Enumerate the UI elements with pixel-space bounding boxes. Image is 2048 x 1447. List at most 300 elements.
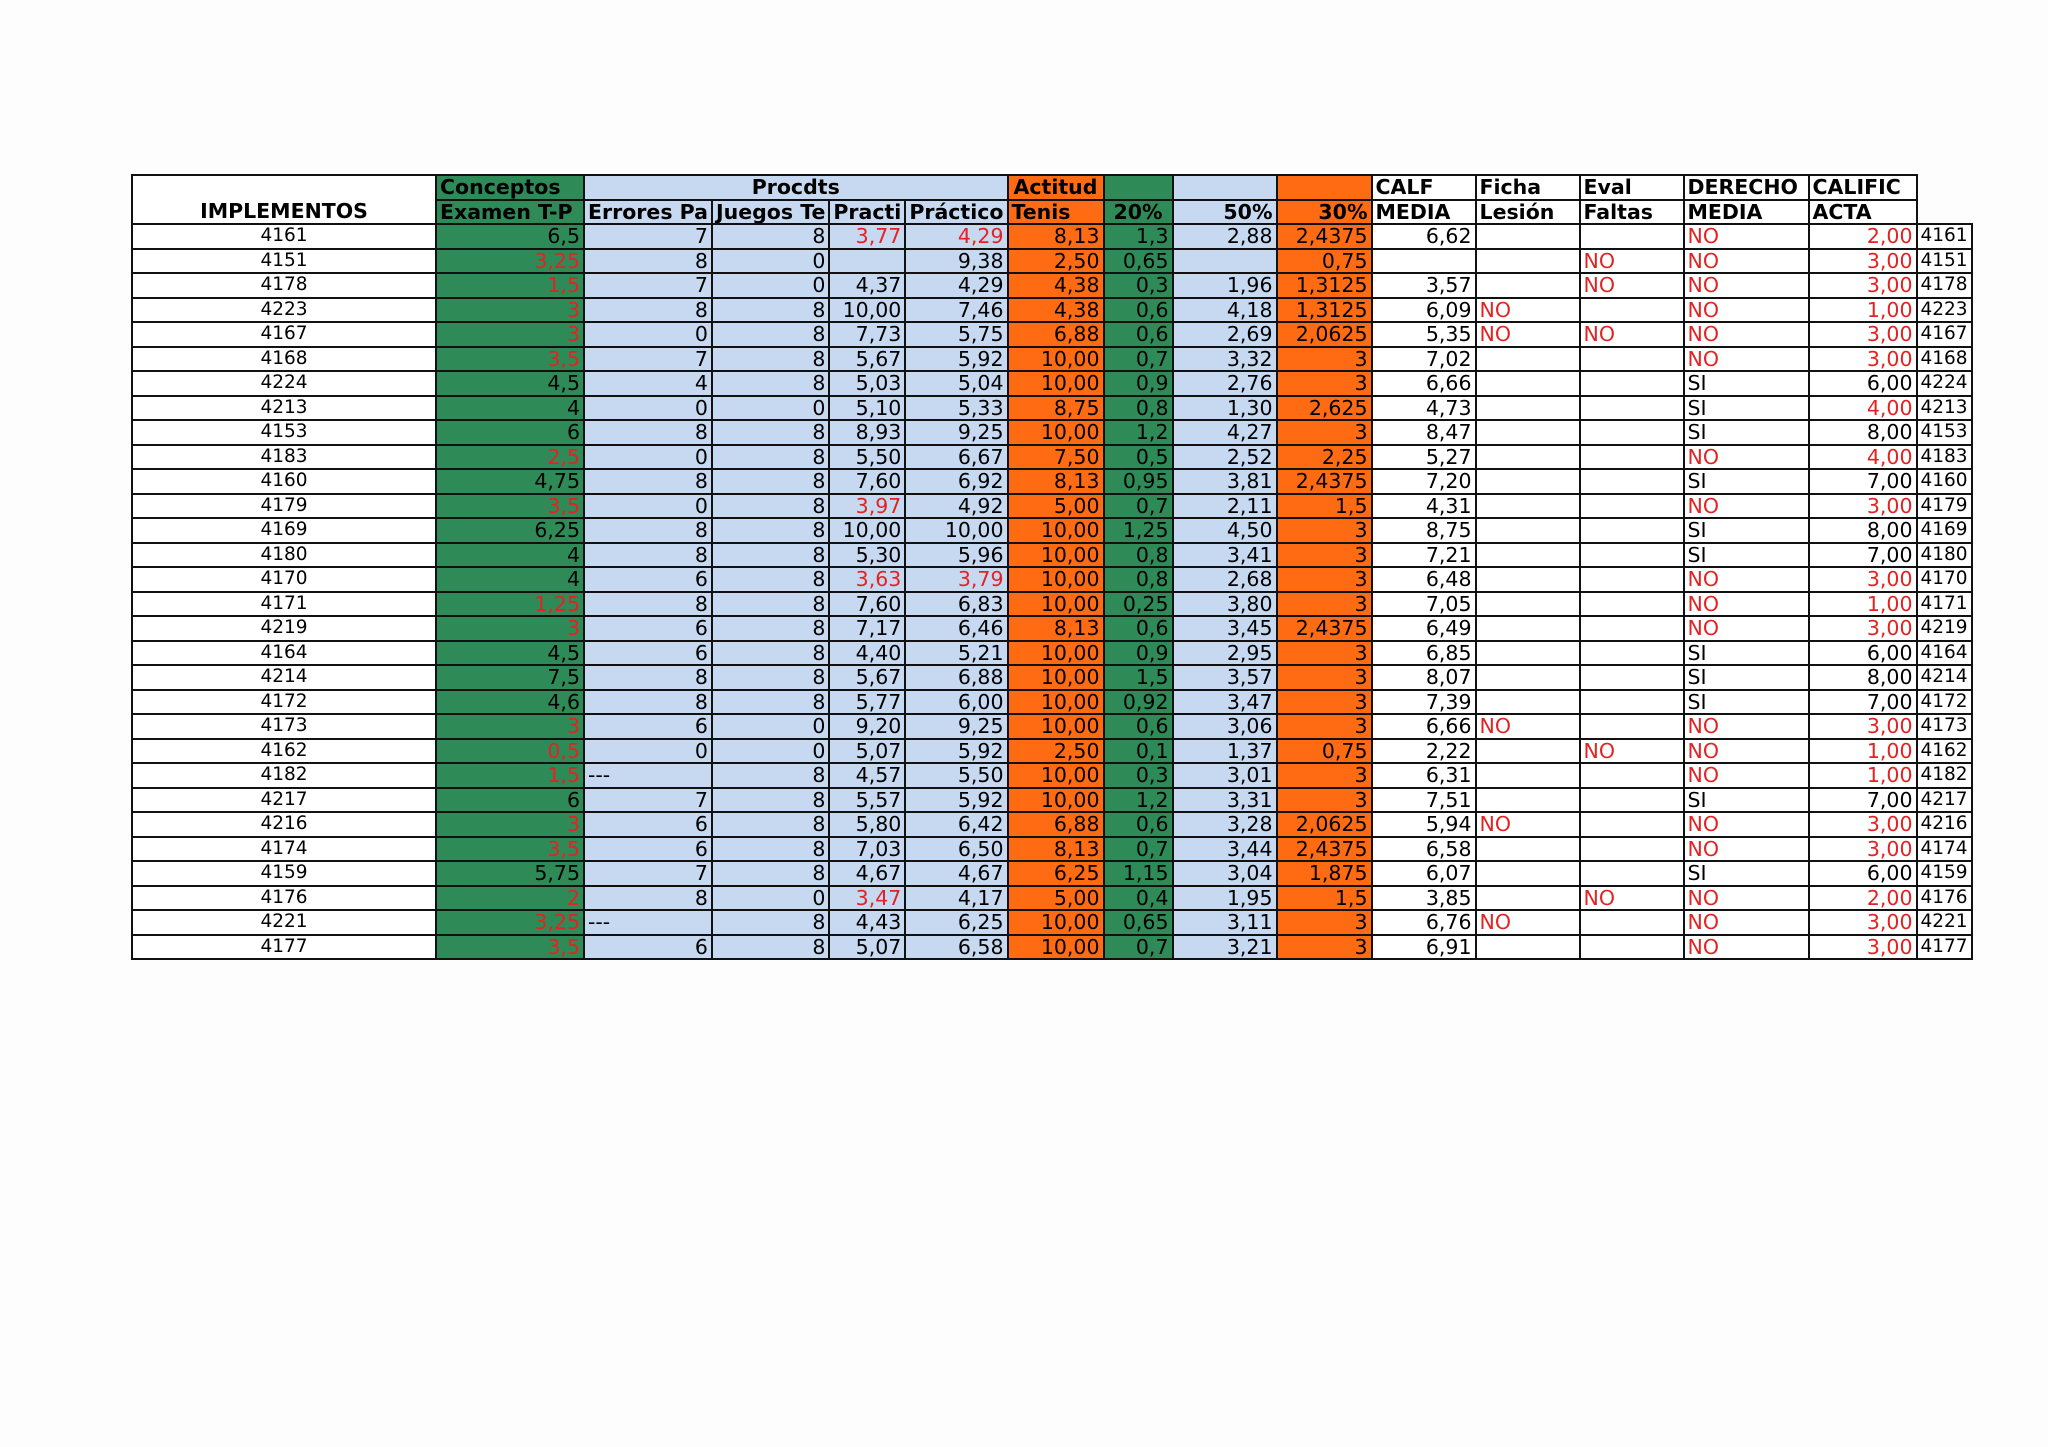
cell-juegos[interactable]: 0 bbox=[712, 714, 829, 739]
cell-id[interactable]: 4161 bbox=[1917, 224, 1972, 249]
cell-derecho[interactable]: NO bbox=[1684, 567, 1809, 592]
cell-20[interactable]: 1,2 bbox=[1104, 788, 1173, 813]
cell-examen[interactable]: 0,5 bbox=[436, 739, 584, 764]
cell-tenis[interactable]: 2,50 bbox=[1008, 739, 1104, 764]
cell-errores[interactable]: 0 bbox=[584, 445, 712, 470]
cell-30[interactable]: 2,625 bbox=[1277, 396, 1372, 421]
cell-30[interactable]: 3 bbox=[1277, 665, 1372, 690]
cell-media[interactable]: 7,39 bbox=[1372, 690, 1476, 715]
cell-tenis[interactable]: 10,00 bbox=[1008, 347, 1104, 372]
cell-id[interactable]: 4179 bbox=[1917, 494, 1972, 519]
cell-acta[interactable]: 7,00 bbox=[1809, 788, 1917, 813]
cell-acta[interactable]: 3,00 bbox=[1809, 714, 1917, 739]
cell-practi[interactable]: 3,77 bbox=[829, 224, 905, 249]
cell-juegos[interactable]: 8 bbox=[712, 910, 829, 935]
cell-practico[interactable]: 5,92 bbox=[905, 788, 1007, 813]
cell-20[interactable]: 0,7 bbox=[1104, 494, 1173, 519]
cell-tenis[interactable]: 10,00 bbox=[1008, 763, 1104, 788]
cell-practico[interactable]: 9,25 bbox=[905, 714, 1007, 739]
cell-30[interactable]: 3 bbox=[1277, 763, 1372, 788]
cell-50[interactable]: 1,95 bbox=[1173, 886, 1277, 911]
cell-ficha[interactable] bbox=[1476, 224, 1580, 249]
cell-errores[interactable]: 0 bbox=[584, 322, 712, 347]
cell-examen[interactable]: 3,25 bbox=[436, 249, 584, 274]
cell-juegos[interactable]: 8 bbox=[712, 690, 829, 715]
cell-practi[interactable]: 9,20 bbox=[829, 714, 905, 739]
cell-errores[interactable]: 6 bbox=[584, 567, 712, 592]
cell-errores[interactable]: 6 bbox=[584, 935, 712, 960]
cell-eval[interactable] bbox=[1580, 420, 1684, 445]
cell-eval[interactable] bbox=[1580, 518, 1684, 543]
cell-errores[interactable]: 8 bbox=[584, 665, 712, 690]
cell-20[interactable]: 1,25 bbox=[1104, 518, 1173, 543]
cell-id[interactable]: 4219 bbox=[1917, 616, 1972, 641]
cell-juegos[interactable]: 8 bbox=[712, 861, 829, 886]
cell-tenis[interactable]: 6,88 bbox=[1008, 812, 1104, 837]
cell-errores[interactable]: 6 bbox=[584, 714, 712, 739]
cell-derecho[interactable]: SI bbox=[1684, 518, 1809, 543]
header-examen[interactable]: Examen T-P bbox=[436, 200, 584, 225]
cell-media[interactable]: 6,76 bbox=[1372, 910, 1476, 935]
cell-30[interactable]: 2,4375 bbox=[1277, 837, 1372, 862]
cell-implementos[interactable]: 4179 bbox=[132, 494, 436, 519]
cell-acta[interactable]: 6,00 bbox=[1809, 861, 1917, 886]
cell-acta[interactable]: 1,00 bbox=[1809, 298, 1917, 323]
header-50[interactable]: 50% bbox=[1173, 200, 1277, 225]
cell-practi[interactable]: 5,67 bbox=[829, 665, 905, 690]
cell-implementos[interactable]: 4160 bbox=[132, 469, 436, 494]
cell-errores[interactable]: 0 bbox=[584, 396, 712, 421]
cell-juegos[interactable]: 8 bbox=[712, 518, 829, 543]
cell-50[interactable]: 2,11 bbox=[1173, 494, 1277, 519]
cell-implementos[interactable]: 4153 bbox=[132, 420, 436, 445]
cell-eval[interactable] bbox=[1580, 396, 1684, 421]
cell-50[interactable]: 3,21 bbox=[1173, 935, 1277, 960]
cell-derecho[interactable]: NO bbox=[1684, 249, 1809, 274]
cell-implementos[interactable]: 4170 bbox=[132, 567, 436, 592]
cell-errores[interactable]: 8 bbox=[584, 518, 712, 543]
cell-id[interactable]: 4176 bbox=[1917, 886, 1972, 911]
cell-id[interactable]: 4214 bbox=[1917, 665, 1972, 690]
header-procdts[interactable]: Procdts bbox=[584, 175, 1008, 200]
cell-id[interactable]: 4159 bbox=[1917, 861, 1972, 886]
header-implementos[interactable]: IMPLEMENTOS bbox=[132, 200, 436, 225]
header-cell[interactable] bbox=[1277, 175, 1372, 200]
cell-examen[interactable]: 6 bbox=[436, 788, 584, 813]
cell-juegos[interactable]: 0 bbox=[712, 249, 829, 274]
cell-50[interactable]: 3,01 bbox=[1173, 763, 1277, 788]
cell-30[interactable]: 1,875 bbox=[1277, 861, 1372, 886]
cell-implementos[interactable]: 4169 bbox=[132, 518, 436, 543]
cell-implementos[interactable]: 4219 bbox=[132, 616, 436, 641]
cell-implementos[interactable]: 4182 bbox=[132, 763, 436, 788]
cell-tenis[interactable]: 8,13 bbox=[1008, 469, 1104, 494]
cell-media[interactable]: 7,05 bbox=[1372, 592, 1476, 617]
cell-id[interactable]: 4167 bbox=[1917, 322, 1972, 347]
cell-practico[interactable]: 5,92 bbox=[905, 739, 1007, 764]
cell-ficha[interactable]: NO bbox=[1476, 910, 1580, 935]
header-actitud[interactable]: Actitud bbox=[1008, 175, 1104, 200]
cell-acta[interactable]: 4,00 bbox=[1809, 396, 1917, 421]
header-ficha[interactable]: Ficha bbox=[1476, 175, 1580, 200]
cell-eval[interactable] bbox=[1580, 763, 1684, 788]
cell-30[interactable]: 3 bbox=[1277, 910, 1372, 935]
cell-derecho[interactable]: SI bbox=[1684, 371, 1809, 396]
cell-errores[interactable]: 4 bbox=[584, 371, 712, 396]
cell-eval[interactable] bbox=[1580, 224, 1684, 249]
cell-acta[interactable]: 8,00 bbox=[1809, 665, 1917, 690]
cell-id[interactable]: 4180 bbox=[1917, 543, 1972, 568]
cell-media[interactable]: 6,48 bbox=[1372, 567, 1476, 592]
cell-tenis[interactable]: 8,75 bbox=[1008, 396, 1104, 421]
cell-ficha[interactable] bbox=[1476, 273, 1580, 298]
cell-juegos[interactable]: 8 bbox=[712, 641, 829, 666]
cell-30[interactable]: 3 bbox=[1277, 347, 1372, 372]
cell-media[interactable]: 6,09 bbox=[1372, 298, 1476, 323]
cell-tenis[interactable]: 10,00 bbox=[1008, 714, 1104, 739]
cell-errores[interactable]: --- bbox=[584, 910, 712, 935]
cell-tenis[interactable]: 8,13 bbox=[1008, 224, 1104, 249]
cell-juegos[interactable]: 8 bbox=[712, 347, 829, 372]
cell-30[interactable]: 3 bbox=[1277, 567, 1372, 592]
cell-examen[interactable]: 4,75 bbox=[436, 469, 584, 494]
cell-acta[interactable]: 1,00 bbox=[1809, 739, 1917, 764]
cell-errores[interactable]: 8 bbox=[584, 886, 712, 911]
cell-50[interactable]: 2,69 bbox=[1173, 322, 1277, 347]
cell-practi[interactable]: 3,97 bbox=[829, 494, 905, 519]
cell-50[interactable]: 2,52 bbox=[1173, 445, 1277, 470]
cell-id[interactable]: 4153 bbox=[1917, 420, 1972, 445]
cell-ficha[interactable] bbox=[1476, 665, 1580, 690]
cell-acta[interactable]: 3,00 bbox=[1809, 910, 1917, 935]
cell-examen[interactable]: 2,5 bbox=[436, 445, 584, 470]
cell-ficha[interactable] bbox=[1476, 616, 1580, 641]
cell-examen[interactable]: 3,5 bbox=[436, 494, 584, 519]
cell-practico[interactable]: 5,04 bbox=[905, 371, 1007, 396]
cell-practi[interactable]: 5,07 bbox=[829, 739, 905, 764]
cell-tenis[interactable]: 10,00 bbox=[1008, 665, 1104, 690]
cell-implementos[interactable]: 4167 bbox=[132, 322, 436, 347]
cell-implementos[interactable]: 4224 bbox=[132, 371, 436, 396]
header-lesion[interactable]: Lesión bbox=[1476, 200, 1580, 225]
cell-30[interactable]: 2,4375 bbox=[1277, 616, 1372, 641]
cell-examen[interactable]: 4 bbox=[436, 567, 584, 592]
cell-derecho[interactable]: NO bbox=[1684, 910, 1809, 935]
cell-practico[interactable]: 6,67 bbox=[905, 445, 1007, 470]
cell-tenis[interactable]: 10,00 bbox=[1008, 567, 1104, 592]
cell-ficha[interactable] bbox=[1476, 567, 1580, 592]
cell-50[interactable]: 3,41 bbox=[1173, 543, 1277, 568]
cell-30[interactable]: 1,5 bbox=[1277, 494, 1372, 519]
cell-errores[interactable]: 8 bbox=[584, 420, 712, 445]
cell-implementos[interactable]: 4223 bbox=[132, 298, 436, 323]
cell-practico[interactable]: 6,88 bbox=[905, 665, 1007, 690]
cell-juegos[interactable]: 8 bbox=[712, 322, 829, 347]
cell-30[interactable]: 1,3125 bbox=[1277, 298, 1372, 323]
cell-examen[interactable]: 4,6 bbox=[436, 690, 584, 715]
cell-practi[interactable]: 5,03 bbox=[829, 371, 905, 396]
cell-tenis[interactable]: 10,00 bbox=[1008, 592, 1104, 617]
cell-20[interactable]: 0,1 bbox=[1104, 739, 1173, 764]
cell-derecho[interactable]: SI bbox=[1684, 641, 1809, 666]
cell-implementos[interactable]: 4164 bbox=[132, 641, 436, 666]
cell-examen[interactable]: 3 bbox=[436, 616, 584, 641]
cell-20[interactable]: 0,6 bbox=[1104, 714, 1173, 739]
cell-tenis[interactable]: 6,88 bbox=[1008, 322, 1104, 347]
cell-tenis[interactable]: 2,50 bbox=[1008, 249, 1104, 274]
cell-practi[interactable]: 5,07 bbox=[829, 935, 905, 960]
header-media-derecho[interactable]: MEDIA bbox=[1684, 200, 1809, 225]
cell-id[interactable]: 4224 bbox=[1917, 371, 1972, 396]
cell-juegos[interactable]: 0 bbox=[712, 273, 829, 298]
cell-practico[interactable]: 4,17 bbox=[905, 886, 1007, 911]
cell-acta[interactable]: 3,00 bbox=[1809, 494, 1917, 519]
cell-acta[interactable]: 2,00 bbox=[1809, 886, 1917, 911]
cell-id[interactable]: 4173 bbox=[1917, 714, 1972, 739]
cell-20[interactable]: 1,3 bbox=[1104, 224, 1173, 249]
cell-errores[interactable]: 7 bbox=[584, 861, 712, 886]
cell-30[interactable]: 2,0625 bbox=[1277, 322, 1372, 347]
cell-ficha[interactable] bbox=[1476, 494, 1580, 519]
cell-ficha[interactable] bbox=[1476, 690, 1580, 715]
cell-ficha[interactable] bbox=[1476, 396, 1580, 421]
cell-50[interactable]: 2,68 bbox=[1173, 567, 1277, 592]
cell-50[interactable]: 3,57 bbox=[1173, 665, 1277, 690]
cell-implementos[interactable]: 4159 bbox=[132, 861, 436, 886]
cell-20[interactable]: 0,92 bbox=[1104, 690, 1173, 715]
cell-30[interactable]: 0,75 bbox=[1277, 739, 1372, 764]
cell-implementos[interactable]: 4173 bbox=[132, 714, 436, 739]
header-media[interactable]: MEDIA bbox=[1372, 200, 1476, 225]
cell-media[interactable]: 7,02 bbox=[1372, 347, 1476, 372]
cell-20[interactable]: 0,8 bbox=[1104, 567, 1173, 592]
cell-practi[interactable]: 4,43 bbox=[829, 910, 905, 935]
cell-id[interactable]: 4169 bbox=[1917, 518, 1972, 543]
cell-acta[interactable]: 7,00 bbox=[1809, 469, 1917, 494]
cell-juegos[interactable]: 8 bbox=[712, 543, 829, 568]
cell-derecho[interactable]: NO bbox=[1684, 592, 1809, 617]
cell-practi[interactable]: 7,17 bbox=[829, 616, 905, 641]
cell-examen[interactable]: 6 bbox=[436, 420, 584, 445]
cell-eval[interactable] bbox=[1580, 812, 1684, 837]
cell-acta[interactable]: 8,00 bbox=[1809, 518, 1917, 543]
cell-practi[interactable]: 10,00 bbox=[829, 518, 905, 543]
cell-derecho[interactable]: NO bbox=[1684, 224, 1809, 249]
cell-tenis[interactable]: 6,25 bbox=[1008, 861, 1104, 886]
cell-juegos[interactable]: 8 bbox=[712, 567, 829, 592]
cell-30[interactable]: 3 bbox=[1277, 518, 1372, 543]
cell-media[interactable]: 6,62 bbox=[1372, 224, 1476, 249]
cell-derecho[interactable]: SI bbox=[1684, 396, 1809, 421]
cell-derecho[interactable]: NO bbox=[1684, 494, 1809, 519]
cell-acta[interactable]: 3,00 bbox=[1809, 935, 1917, 960]
cell-juegos[interactable]: 8 bbox=[712, 935, 829, 960]
cell-media[interactable]: 5,35 bbox=[1372, 322, 1476, 347]
header-20[interactable]: 20% bbox=[1104, 200, 1173, 225]
cell-ficha[interactable] bbox=[1476, 788, 1580, 813]
header-calific[interactable]: CALIFIC bbox=[1809, 175, 1917, 200]
cell-eval[interactable] bbox=[1580, 371, 1684, 396]
cell-50[interactable]: 2,76 bbox=[1173, 371, 1277, 396]
cell-derecho[interactable]: SI bbox=[1684, 788, 1809, 813]
cell-practico[interactable]: 6,25 bbox=[905, 910, 1007, 935]
cell-30[interactable]: 0,75 bbox=[1277, 249, 1372, 274]
cell-tenis[interactable]: 10,00 bbox=[1008, 518, 1104, 543]
cell-examen[interactable]: 2 bbox=[436, 886, 584, 911]
cell-practi[interactable]: 7,73 bbox=[829, 322, 905, 347]
cell-juegos[interactable]: 8 bbox=[712, 592, 829, 617]
cell-eval[interactable] bbox=[1580, 788, 1684, 813]
cell-practi[interactable]: 5,77 bbox=[829, 690, 905, 715]
cell-tenis[interactable]: 10,00 bbox=[1008, 543, 1104, 568]
cell-practico[interactable]: 6,42 bbox=[905, 812, 1007, 837]
cell-20[interactable]: 0,3 bbox=[1104, 273, 1173, 298]
cell-implementos[interactable]: 4216 bbox=[132, 812, 436, 837]
cell-20[interactable]: 0,8 bbox=[1104, 396, 1173, 421]
cell-acta[interactable]: 3,00 bbox=[1809, 249, 1917, 274]
cell-media[interactable]: 7,20 bbox=[1372, 469, 1476, 494]
cell-30[interactable]: 2,4375 bbox=[1277, 224, 1372, 249]
cell-eval[interactable] bbox=[1580, 494, 1684, 519]
cell-eval[interactable] bbox=[1580, 469, 1684, 494]
cell-implementos[interactable]: 4174 bbox=[132, 837, 436, 862]
cell-eval[interactable]: NO bbox=[1580, 273, 1684, 298]
cell-ficha[interactable] bbox=[1476, 592, 1580, 617]
cell-50[interactable]: 3,44 bbox=[1173, 837, 1277, 862]
cell-practi[interactable]: 4,57 bbox=[829, 763, 905, 788]
cell-errores[interactable]: 8 bbox=[584, 690, 712, 715]
cell-acta[interactable]: 3,00 bbox=[1809, 273, 1917, 298]
cell-errores[interactable]: 7 bbox=[584, 347, 712, 372]
cell-practi[interactable]: 4,40 bbox=[829, 641, 905, 666]
cell-tenis[interactable]: 5,00 bbox=[1008, 494, 1104, 519]
header-practi[interactable]: Practi bbox=[829, 200, 905, 225]
cell-acta[interactable]: 3,00 bbox=[1809, 347, 1917, 372]
cell-implementos[interactable]: 4217 bbox=[132, 788, 436, 813]
cell-eval[interactable] bbox=[1580, 837, 1684, 862]
cell-examen[interactable]: 1,5 bbox=[436, 763, 584, 788]
cell-tenis[interactable]: 10,00 bbox=[1008, 690, 1104, 715]
cell-tenis[interactable]: 8,13 bbox=[1008, 616, 1104, 641]
cell-20[interactable]: 0,6 bbox=[1104, 812, 1173, 837]
cell-derecho[interactable]: SI bbox=[1684, 665, 1809, 690]
cell-30[interactable]: 2,0625 bbox=[1277, 812, 1372, 837]
cell-20[interactable]: 0,7 bbox=[1104, 935, 1173, 960]
cell-eval[interactable]: NO bbox=[1580, 322, 1684, 347]
cell-tenis[interactable]: 7,50 bbox=[1008, 445, 1104, 470]
cell-derecho[interactable]: NO bbox=[1684, 886, 1809, 911]
cell-juegos[interactable]: 8 bbox=[712, 420, 829, 445]
cell-practico[interactable]: 6,83 bbox=[905, 592, 1007, 617]
cell-practi[interactable]: 5,50 bbox=[829, 445, 905, 470]
cell-30[interactable]: 3 bbox=[1277, 420, 1372, 445]
cell-media[interactable]: 8,07 bbox=[1372, 665, 1476, 690]
cell-20[interactable]: 0,25 bbox=[1104, 592, 1173, 617]
cell-ficha[interactable]: NO bbox=[1476, 298, 1580, 323]
cell-tenis[interactable]: 4,38 bbox=[1008, 298, 1104, 323]
cell-50[interactable] bbox=[1173, 249, 1277, 274]
cell-errores[interactable]: 6 bbox=[584, 812, 712, 837]
cell-examen[interactable]: 6,25 bbox=[436, 518, 584, 543]
cell-practico[interactable]: 5,21 bbox=[905, 641, 1007, 666]
cell-50[interactable]: 4,50 bbox=[1173, 518, 1277, 543]
cell-acta[interactable]: 1,00 bbox=[1809, 763, 1917, 788]
cell-examen[interactable]: 3 bbox=[436, 298, 584, 323]
cell-30[interactable]: 1,3125 bbox=[1277, 273, 1372, 298]
cell-tenis[interactable]: 5,00 bbox=[1008, 886, 1104, 911]
cell-media[interactable]: 8,47 bbox=[1372, 420, 1476, 445]
header-cell[interactable] bbox=[132, 175, 436, 200]
cell-practico[interactable]: 5,33 bbox=[905, 396, 1007, 421]
cell-ficha[interactable] bbox=[1476, 763, 1580, 788]
cell-50[interactable]: 4,18 bbox=[1173, 298, 1277, 323]
cell-eval[interactable]: NO bbox=[1580, 249, 1684, 274]
cell-juegos[interactable]: 0 bbox=[712, 739, 829, 764]
cell-20[interactable]: 0,95 bbox=[1104, 469, 1173, 494]
cell-50[interactable]: 3,06 bbox=[1173, 714, 1277, 739]
cell-50[interactable]: 3,45 bbox=[1173, 616, 1277, 641]
cell-tenis[interactable]: 10,00 bbox=[1008, 935, 1104, 960]
cell-id[interactable]: 4171 bbox=[1917, 592, 1972, 617]
cell-30[interactable]: 3 bbox=[1277, 935, 1372, 960]
cell-examen[interactable]: 4,5 bbox=[436, 371, 584, 396]
cell-id[interactable]: 4183 bbox=[1917, 445, 1972, 470]
cell-20[interactable]: 0,8 bbox=[1104, 543, 1173, 568]
cell-tenis[interactable]: 4,38 bbox=[1008, 273, 1104, 298]
cell-practico[interactable]: 4,29 bbox=[905, 224, 1007, 249]
cell-implementos[interactable]: 4161 bbox=[132, 224, 436, 249]
cell-eval[interactable]: NO bbox=[1580, 739, 1684, 764]
cell-media[interactable]: 6,91 bbox=[1372, 935, 1476, 960]
cell-implementos[interactable]: 4162 bbox=[132, 739, 436, 764]
cell-errores[interactable]: 8 bbox=[584, 249, 712, 274]
cell-ficha[interactable] bbox=[1476, 739, 1580, 764]
cell-50[interactable]: 3,28 bbox=[1173, 812, 1277, 837]
cell-id[interactable]: 4164 bbox=[1917, 641, 1972, 666]
cell-errores[interactable]: 0 bbox=[584, 739, 712, 764]
cell-juegos[interactable]: 8 bbox=[712, 445, 829, 470]
cell-eval[interactable] bbox=[1580, 690, 1684, 715]
cell-errores[interactable]: 6 bbox=[584, 641, 712, 666]
cell-implementos[interactable]: 4178 bbox=[132, 273, 436, 298]
cell-acta[interactable]: 3,00 bbox=[1809, 837, 1917, 862]
cell-practico[interactable]: 6,92 bbox=[905, 469, 1007, 494]
cell-id[interactable]: 4151 bbox=[1917, 249, 1972, 274]
cell-50[interactable]: 1,30 bbox=[1173, 396, 1277, 421]
cell-20[interactable]: 0,5 bbox=[1104, 445, 1173, 470]
cell-ficha[interactable] bbox=[1476, 347, 1580, 372]
header-tenis[interactable]: Tenis bbox=[1008, 200, 1104, 225]
cell-20[interactable]: 0,3 bbox=[1104, 763, 1173, 788]
cell-juegos[interactable]: 8 bbox=[712, 224, 829, 249]
cell-examen[interactable]: 3 bbox=[436, 714, 584, 739]
cell-ficha[interactable] bbox=[1476, 886, 1580, 911]
cell-ficha[interactable] bbox=[1476, 371, 1580, 396]
cell-implementos[interactable]: 4168 bbox=[132, 347, 436, 372]
cell-id[interactable]: 4170 bbox=[1917, 567, 1972, 592]
cell-examen[interactable]: 3,25 bbox=[436, 910, 584, 935]
cell-ficha[interactable]: NO bbox=[1476, 714, 1580, 739]
cell-practi[interactable]: 5,57 bbox=[829, 788, 905, 813]
cell-eval[interactable] bbox=[1580, 543, 1684, 568]
cell-20[interactable]: 0,7 bbox=[1104, 347, 1173, 372]
header-cell[interactable] bbox=[1104, 175, 1173, 200]
cell-id[interactable]: 4160 bbox=[1917, 469, 1972, 494]
cell-examen[interactable]: 4 bbox=[436, 396, 584, 421]
cell-tenis[interactable]: 10,00 bbox=[1008, 788, 1104, 813]
cell-20[interactable]: 0,6 bbox=[1104, 322, 1173, 347]
cell-eval[interactable] bbox=[1580, 665, 1684, 690]
